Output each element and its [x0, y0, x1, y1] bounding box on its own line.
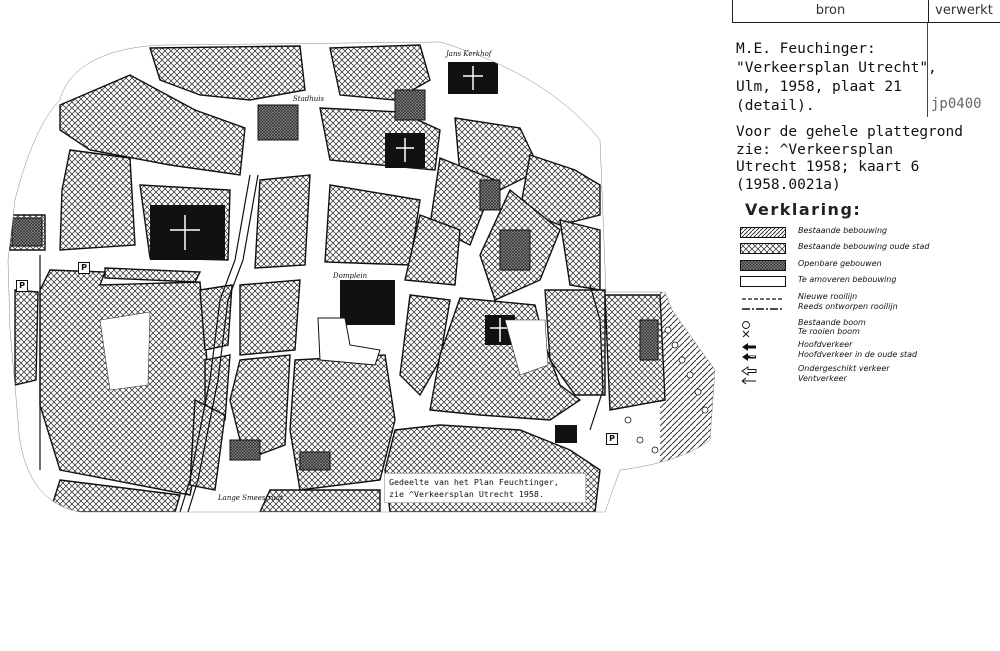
legend-label: Hoofdverkeer in de oude stad	[798, 350, 918, 359]
card-header	[732, 0, 1000, 23]
legend-label: Hoofdverkeer	[798, 340, 853, 349]
empty-swatch	[740, 276, 786, 287]
source-line: "Verkeersplan Utrecht",	[736, 60, 937, 76]
legend-label: Ventverkeer	[798, 374, 847, 383]
street-label-jans-kerkhof: Jans Kerkhof	[446, 50, 492, 58]
legend-label: Bestaande bebouwing	[798, 226, 888, 235]
dashdot-line-icon	[740, 303, 786, 314]
legend-label: Te amoveren bebouwing	[798, 275, 897, 284]
block	[240, 280, 300, 355]
public-building	[480, 180, 500, 210]
church	[150, 205, 225, 260]
legend-label: Bestaande boom	[798, 318, 866, 327]
column-header-processed: verwerkt	[935, 3, 993, 18]
cross-icon	[740, 328, 786, 339]
church-dom	[340, 280, 395, 325]
public-building	[640, 320, 658, 360]
source-reference	[736, 40, 937, 116]
map-caption	[384, 473, 586, 503]
caption-line: zie ^Verkeersplan Utrecht 1958.	[389, 489, 544, 499]
arrow-thin-icon	[740, 375, 786, 386]
reference-note	[736, 124, 963, 194]
legend-label: Bestaande bebouwing oude stad	[798, 242, 930, 251]
crosshatch-swatch	[740, 243, 786, 254]
legend-label: Nieuwe rooilijn	[798, 292, 858, 301]
arrow-bold-outline-icon	[740, 351, 786, 362]
public-building	[12, 218, 42, 246]
public-building	[300, 452, 330, 470]
legend-label: Te rooien boom	[798, 327, 860, 336]
block	[200, 285, 232, 350]
railway-tracks	[660, 292, 720, 472]
legend-title: Verklaring:	[745, 200, 862, 219]
hatch-swatch	[740, 227, 786, 238]
block	[255, 175, 310, 268]
legend-label: Ondergeschikt verkeer	[798, 364, 890, 373]
public-building-stadhuis	[258, 105, 298, 140]
street-label-domplein: Domplein	[333, 272, 368, 280]
legend-label: Reeds ontworpen rooilijn	[798, 302, 898, 311]
block	[325, 185, 420, 265]
dense-swatch	[740, 260, 786, 271]
public-building	[230, 440, 260, 460]
block	[15, 290, 38, 385]
column-header-source: bron	[732, 0, 929, 22]
parking-sign: P	[16, 280, 28, 292]
parking-sign: P	[78, 262, 90, 274]
note-line: Voor de gehele plattegrond	[736, 124, 963, 140]
street-label-lange-smeestraat: Lange Smeestraat	[218, 494, 283, 502]
note-line: (1958.0021a)	[736, 176, 841, 193]
public-building	[500, 230, 530, 270]
source-line: Ulm, 1958, plaat 21	[736, 79, 902, 95]
street-label-stadhuis: Stadhuis	[293, 95, 325, 103]
legend-label: Openbare gebouwen	[798, 259, 882, 268]
block	[60, 150, 135, 250]
note-line: zie: ^Verkeersplan	[736, 141, 894, 158]
note-line: Utrecht 1958; kaart 6	[736, 159, 920, 175]
parking-sign: P	[606, 433, 618, 445]
caption-line: Gedeelte van het Plan Feuchtinger,	[389, 477, 559, 487]
source-line: (detail).	[736, 98, 815, 114]
church	[555, 425, 577, 443]
reference-code: jp0400	[931, 96, 982, 112]
public-building	[395, 90, 425, 120]
source-line: M.E. Feuchinger:	[736, 41, 876, 57]
